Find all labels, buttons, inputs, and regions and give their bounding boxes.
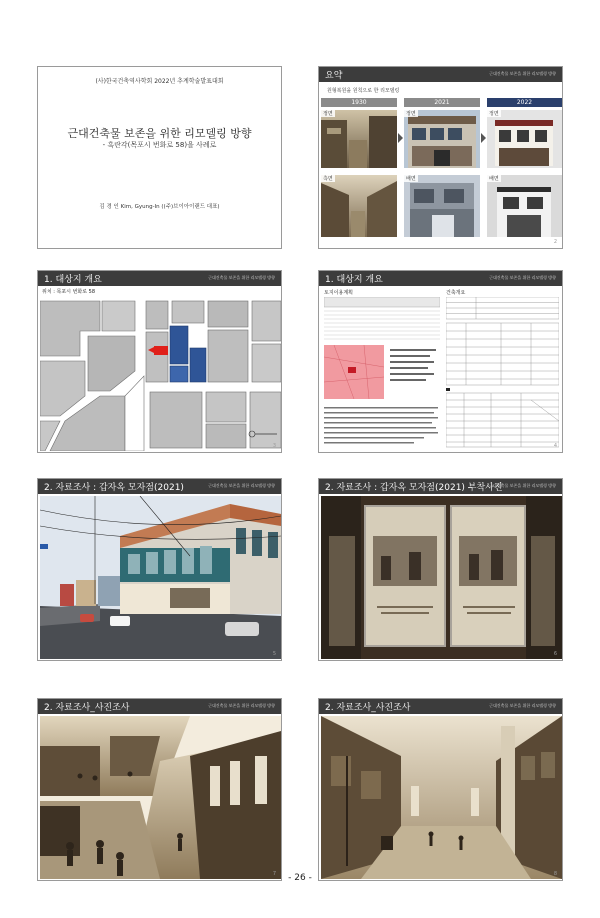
- year-2021: 2021: [404, 98, 480, 107]
- slide-title-text: 1. 대상지 개요: [325, 275, 383, 285]
- slide-header: [38, 479, 281, 494]
- slide-number: 6: [553, 651, 557, 657]
- caption-rear-2022: 배면: [489, 176, 499, 182]
- street-photo-2021: [40, 496, 281, 659]
- year-2022: 2022: [487, 98, 562, 107]
- year-1930: 1930: [321, 98, 397, 107]
- slide-header: [319, 479, 562, 494]
- land-use-document: [324, 297, 440, 449]
- summary-lead: 원형복원을 원칙으로 한 리모델링: [327, 88, 400, 94]
- land-use-heading: 토지이용계획: [324, 290, 353, 296]
- caption-side-1930: 측면: [323, 176, 333, 182]
- slide-number: 8: [553, 871, 557, 877]
- slide-title-text: 2. 자료조사 : 갑자옥 모자점(2021) 부착사진: [325, 483, 503, 493]
- historic-street-photo-a: [40, 716, 281, 879]
- photo-2021-front: [404, 110, 480, 168]
- slide-header-note: 근대건축물 보존을 위한 리모델링 방향: [489, 71, 556, 76]
- caption-front-1930: 정면: [323, 111, 333, 117]
- slide-title-text: 2. 자료조사_사진조사: [325, 703, 411, 713]
- slide-header-note: 근대건축물 보존을 위한 리모델링 방향: [489, 703, 556, 708]
- paper-title: 근대건축물 보존을 위한 리모델링 방향: [67, 127, 252, 140]
- slide-number: 5: [272, 651, 276, 657]
- slide-survey-2021: [37, 478, 282, 661]
- slide-title-text: 2. 자료조사_사진조사: [44, 703, 130, 713]
- arrow-icon: [481, 133, 486, 143]
- slide-header: [38, 699, 281, 714]
- historic-street-photo-b: [321, 716, 562, 879]
- arrow-icon: [398, 133, 403, 143]
- slide-header-note: 근대건축물 보존을 위한 리모델링 방향: [489, 275, 556, 280]
- photo-2022-rear: [487, 175, 562, 237]
- photo-2022-front: [487, 110, 562, 168]
- slide-document: [318, 270, 563, 453]
- slide-title-text: 2. 자료조사 : 갑자옥 모자점(2021): [44, 483, 184, 493]
- slide-header-note: 근대건축물 보존을 위한 리모델링 방향: [489, 483, 556, 488]
- slide-summary: [318, 66, 563, 249]
- slide-number: 4: [553, 443, 557, 449]
- slide-photo-survey-1: [37, 698, 282, 881]
- slide-photo-survey-2: [318, 698, 563, 881]
- caption-front-2021: 정면: [406, 111, 416, 117]
- slide-header: [319, 67, 562, 82]
- author-line: 김 경 인 Kim, Gyung-In ((주)브이아이랜드 대표): [99, 204, 220, 210]
- photo-1930-front: [321, 110, 397, 168]
- site-map: [40, 296, 281, 451]
- slide-header: [38, 271, 281, 286]
- photo-2021-rear: [404, 175, 480, 237]
- location-label: 위치 : 목포시 번화로 58: [42, 289, 96, 295]
- building-overview-heading: 건축개요: [446, 290, 466, 296]
- paper-subtitle: - 흑란각(목포시 번화로 58)을 사례로: [102, 141, 217, 149]
- slide-header-note: 근대건축물 보존을 위한 리모델링 방향: [208, 703, 275, 708]
- photo-1930-side: [321, 175, 397, 237]
- slide-number: 7: [272, 871, 276, 877]
- slide-number: 3: [272, 443, 276, 449]
- slide-header-note: 근대건축물 보존을 위한 리모델링 방향: [208, 483, 275, 488]
- caption-rear-2021: 배면: [406, 176, 416, 182]
- slide-title-text: 요약: [325, 71, 343, 81]
- slide-title-text: 1. 대상지 개요: [44, 275, 102, 285]
- slide-title: [37, 66, 282, 249]
- slide-header: [319, 271, 562, 286]
- shopfront-window-photo: [321, 496, 562, 659]
- slide-site-map: [37, 270, 282, 453]
- caption-front-2022: 정면: [489, 111, 499, 117]
- conference-name: (사)한국건축역사학회 2022년 추계학술발표대회: [95, 78, 224, 85]
- building-overview-table: [446, 297, 559, 449]
- slide-header: [319, 699, 562, 714]
- slide-attached-photos: [318, 478, 563, 661]
- slide-number: 2: [553, 239, 557, 245]
- page-number: - 26 -: [288, 873, 312, 883]
- slide-header-note: 근대건축물 보존을 위한 리모델링 방향: [208, 275, 275, 280]
